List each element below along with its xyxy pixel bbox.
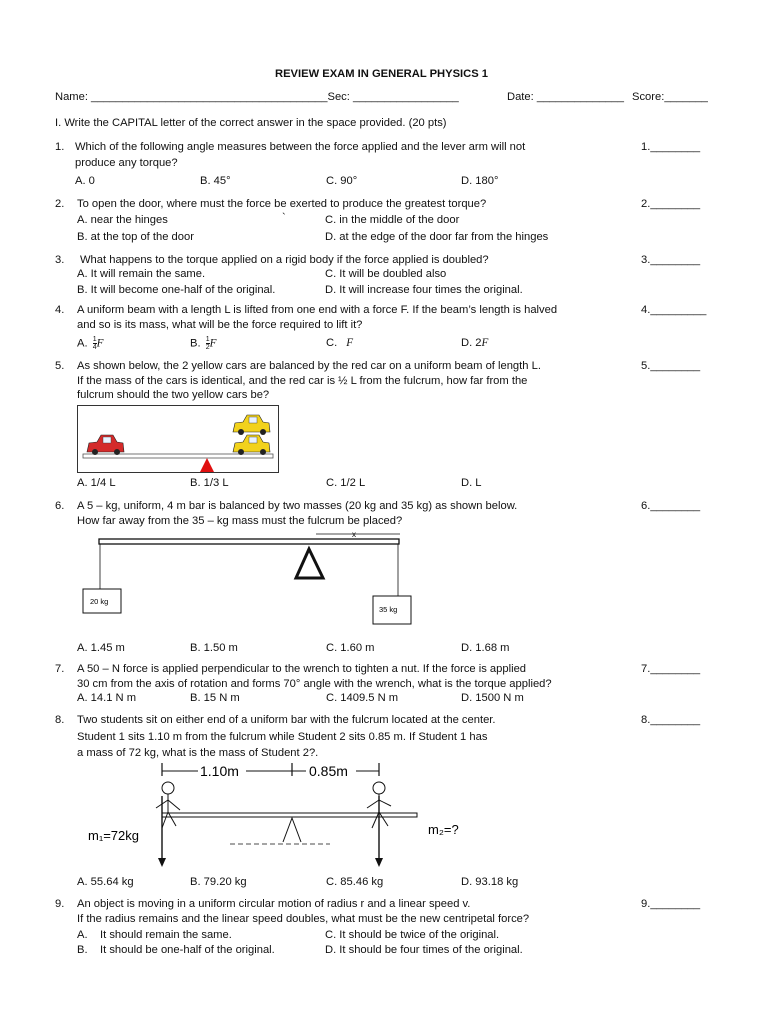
choice-b bbox=[190, 336, 216, 351]
choice-a: A. It will remain the same. bbox=[77, 268, 206, 280]
choice-d: D. 1500 N m bbox=[461, 692, 524, 704]
stray-mark: ` bbox=[282, 212, 286, 224]
bar bbox=[99, 539, 399, 544]
choice-b: B. 45° bbox=[200, 175, 231, 187]
exam-title: REVIEW EXAM IN GENERAL PHYSICS 1 bbox=[275, 68, 489, 80]
choice-a: A. 1/4 L bbox=[77, 477, 116, 489]
answer-blank[interactable]: 3.________ bbox=[641, 254, 701, 266]
seesaw-students-figure bbox=[80, 758, 480, 868]
choice-d: D. 180° bbox=[461, 175, 499, 187]
fraction-numerator: 1 bbox=[205, 336, 210, 343]
choice-a: A. 55.64 kg bbox=[77, 876, 134, 888]
question-number: 8. bbox=[55, 714, 65, 726]
answer-blank[interactable]: 9.________ bbox=[641, 898, 701, 910]
question-number: 5. bbox=[55, 360, 65, 372]
mass-1-label: m₁=72kg bbox=[88, 828, 139, 843]
force-variable: F bbox=[346, 337, 354, 349]
question-number: 3. bbox=[55, 254, 65, 266]
choice-c bbox=[326, 336, 353, 350]
question-text: A 50 – N force is applied perpendicular to the wrench to tighten a nut. If the force is applied bbox=[77, 663, 527, 675]
answer-blank[interactable]: 5.________ bbox=[641, 360, 701, 372]
answer-blank[interactable]: 1.________ bbox=[641, 141, 701, 153]
question-text: 30 cm from the axis of rotation and forms 70° angle with the wrench, what is the torque applied? bbox=[77, 678, 552, 690]
fraction-denominator: 2 bbox=[205, 344, 210, 351]
choice-a: It should remain the same. bbox=[100, 929, 232, 941]
question-text: If the radius remains and the linear speed doubles, what must be the new centripetal force? bbox=[77, 913, 530, 925]
question-text: Which of the following angle measures between the force applied and the lever arm will not bbox=[75, 141, 526, 153]
balanced-cars-figure bbox=[77, 405, 279, 473]
question-number: 7. bbox=[55, 663, 65, 675]
choice-c: C. 1.60 m bbox=[326, 642, 375, 654]
choice-c-letter: C. bbox=[326, 337, 338, 349]
distance-1-label: 1.10m bbox=[200, 763, 239, 779]
question-text: Student 1 sits 1.10 m from the fulcrum while Student 2 sits 0.85 m. If Student 1 has bbox=[77, 731, 488, 743]
choice-c: C. 1/2 L bbox=[326, 477, 366, 489]
choice-d: D. It will increase four times the original. bbox=[325, 284, 523, 296]
question-text: To open the door, where must the force be exerted to produce the greatest torque? bbox=[77, 198, 487, 210]
force-variable: F bbox=[96, 337, 104, 350]
question-text: produce any torque? bbox=[75, 157, 178, 169]
question-text: An object is moving in a uniform circular motion of radius r and a linear speed v. bbox=[77, 898, 471, 910]
choice-d bbox=[461, 336, 488, 350]
answer-blank[interactable]: 4._________ bbox=[641, 304, 707, 316]
question-text: What happens to the torque applied on a rigid body if the force applied is doubled? bbox=[80, 254, 489, 266]
distance-label: x bbox=[352, 530, 356, 539]
question-number: 1. bbox=[55, 141, 65, 153]
fraction-numerator: 1 bbox=[92, 336, 97, 343]
choice-b: B. 1/3 L bbox=[190, 477, 229, 489]
mass-35kg-label: 35 kg bbox=[379, 605, 398, 614]
choice-a: A. near the hinges bbox=[77, 214, 168, 226]
choice-d: D. 1.68 m bbox=[461, 642, 510, 654]
choice-b: It should be one-half of the original. bbox=[100, 944, 275, 956]
choice-a: A. 1.45 m bbox=[77, 642, 125, 654]
force-variable: F bbox=[481, 337, 489, 349]
question-text: Two students sit on either end of a uniform bar with the fulcrum located at the center. bbox=[77, 714, 496, 726]
question-text: A 5 – kg, uniform, 4 m bar is balanced by two masses (20 kg and 35 kg) as shown below. bbox=[77, 500, 518, 512]
question-text: and so is its mass, what will be the force required to lift it? bbox=[77, 319, 363, 331]
answer-blank[interactable]: 6.________ bbox=[641, 500, 701, 512]
choice-a-letter: A. bbox=[77, 337, 88, 350]
question-number: 2. bbox=[55, 198, 65, 210]
choice-c: C. in the middle of the door bbox=[325, 214, 460, 226]
question-text: A uniform beam with a length L is lifted from one end with a force F. If the beam’s length is halved bbox=[77, 304, 558, 316]
choice-d: D. L bbox=[461, 477, 482, 489]
question-text: fulcrum should the two yellow cars be? bbox=[77, 389, 270, 401]
choice-a: A. 14.1 N m bbox=[77, 692, 137, 704]
choice-b-letter: B. bbox=[190, 337, 201, 350]
choice-d: D. It should be four times of the original. bbox=[325, 944, 523, 956]
choice-b-letter: B. bbox=[77, 944, 88, 956]
choice-c: C. 85.46 kg bbox=[326, 876, 384, 888]
choice-d: D. 93.18 kg bbox=[461, 876, 519, 888]
mass-2-label: m₂=? bbox=[428, 822, 459, 837]
choice-c: C. It will be doubled also bbox=[325, 268, 447, 280]
choice-b: B. It will become one-half of the original. bbox=[77, 284, 276, 296]
fulcrum-icon bbox=[283, 818, 301, 842]
student-1-icon bbox=[156, 782, 180, 828]
choice-b: B. 15 N m bbox=[190, 692, 240, 704]
instructions: I. Write the CAPITAL letter of the correct answer in the space provided. (20 pts) bbox=[55, 117, 447, 129]
name-sec-line: Name: ______________________________________Sec: _________________ bbox=[55, 91, 459, 103]
choice-c: C. 90° bbox=[326, 175, 358, 187]
bar-masses-figure bbox=[78, 527, 418, 627]
question-number: 9. bbox=[55, 898, 65, 910]
choice-b: B. 79.20 kg bbox=[190, 876, 247, 888]
question-text: How far away from the 35 – kg mass must the fulcrum be placed? bbox=[77, 515, 403, 527]
question-text: If the mass of the cars is identical, and the red car is ½ L from the fulcrum, how far from the bbox=[77, 375, 528, 387]
choice-a: A. 0 bbox=[75, 175, 95, 187]
question-number: 6. bbox=[55, 500, 65, 512]
mass-20kg-label: 20 kg bbox=[90, 597, 109, 606]
date-line: Date: ______________ bbox=[507, 91, 624, 103]
answer-blank[interactable]: 8.________ bbox=[641, 714, 701, 726]
question-text: a mass of 72 kg, what is the mass of Student 2?. bbox=[77, 747, 319, 759]
choice-c: C. 1409.5 N m bbox=[326, 692, 399, 704]
distance-2-label: 0.85m bbox=[309, 763, 348, 779]
choice-a-letter: A. bbox=[77, 929, 88, 941]
choice-c: C. It should be twice of the original. bbox=[325, 929, 500, 941]
choice-d-letter: D. 2 bbox=[461, 337, 482, 349]
score-line: Score:_______ bbox=[632, 91, 708, 103]
choice-a bbox=[77, 336, 103, 351]
fraction-denominator: 4 bbox=[92, 344, 97, 351]
question-number: 4. bbox=[55, 304, 65, 316]
choice-b: B. 1.50 m bbox=[190, 642, 238, 654]
choice-d: D. at the edge of the door far from the hinges bbox=[325, 231, 549, 243]
force-variable: F bbox=[209, 337, 217, 350]
answer-blank[interactable]: 7.________ bbox=[641, 663, 701, 675]
question-text: As shown below, the 2 yellow cars are balanced by the red car on a uniform beam of length L. bbox=[77, 360, 541, 372]
beam bbox=[83, 454, 273, 458]
choice-b: B. at the top of the door bbox=[77, 231, 194, 243]
answer-blank[interactable]: 2.________ bbox=[641, 198, 701, 210]
fulcrum-icon bbox=[296, 549, 323, 578]
